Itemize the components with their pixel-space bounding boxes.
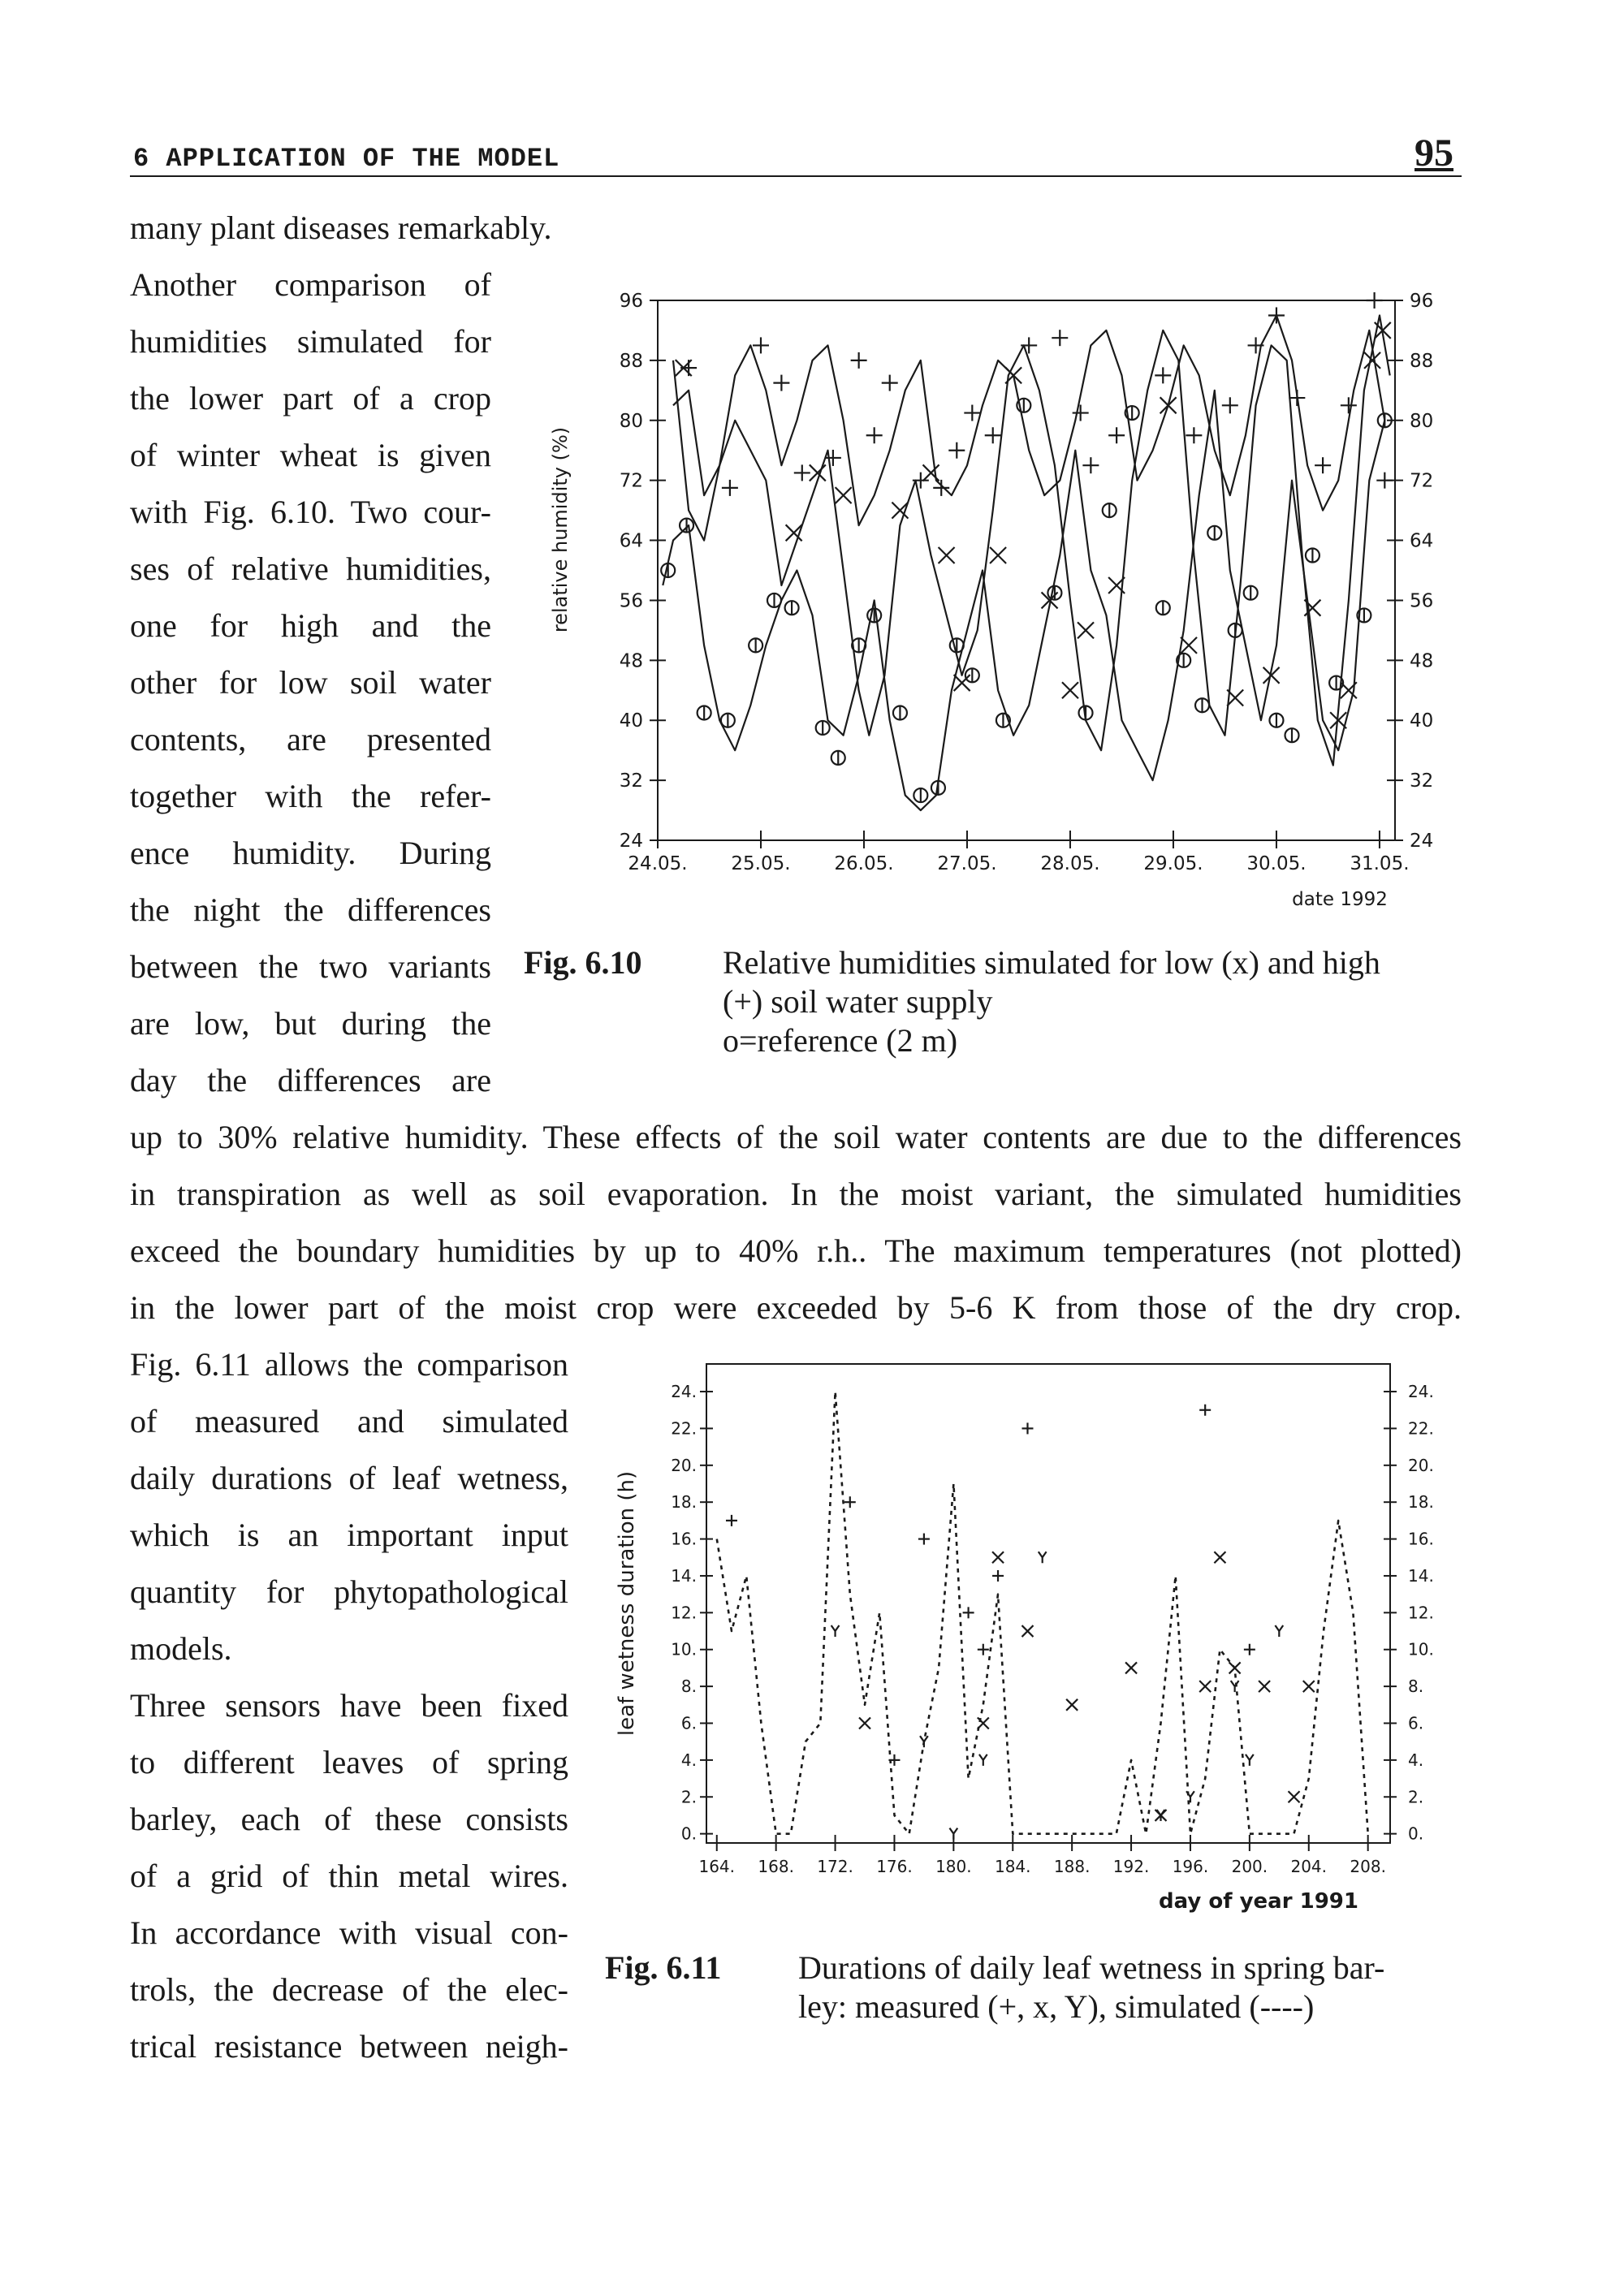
data-point-plus xyxy=(1199,1405,1211,1416)
x-tick-label: 31.05. xyxy=(1350,853,1410,874)
y-tick-label-right: 12. xyxy=(1408,1603,1434,1623)
text-line: between the two variants xyxy=(130,948,491,985)
data-point-plus xyxy=(992,1570,1004,1582)
y-tick-label-right: 22. xyxy=(1408,1418,1434,1439)
y-tick-label-left: 16. xyxy=(671,1529,697,1549)
paragraph-top-line xyxy=(130,200,551,257)
x-tick-label: 28.05. xyxy=(1040,853,1100,874)
y-tick-label-right: 8. xyxy=(1408,1677,1424,1697)
data-point-x xyxy=(1214,1552,1225,1563)
text-line: other for low soil water xyxy=(130,664,491,701)
y-tick-label-right: 24 xyxy=(1410,831,1434,852)
data-point-o xyxy=(931,781,945,795)
data-point-plus xyxy=(773,375,789,391)
y-tick-label-left: 6. xyxy=(680,1713,697,1733)
text-line: barley, each of these consists xyxy=(130,1801,568,1837)
plot-frame xyxy=(706,1364,1390,1843)
data-point-plus xyxy=(948,442,965,459)
data-point-o xyxy=(1047,586,1061,600)
text-line: Another comparison of xyxy=(130,266,491,303)
y-tick-label-right: 24. xyxy=(1408,1382,1434,1402)
text-line: of a grid of thin metal wires. xyxy=(130,1858,568,1894)
data-point-plus xyxy=(1021,1422,1033,1434)
data-point-plus xyxy=(1186,427,1202,443)
data-point-x xyxy=(954,675,970,691)
data-point-x xyxy=(978,1718,989,1729)
data-point-o xyxy=(1285,728,1299,742)
data-point-o xyxy=(1156,601,1170,615)
text-line: up to 30% relative humidity. These effects of the soil water contents are due to the differences xyxy=(130,1119,1462,1155)
data-point-o xyxy=(785,601,799,615)
x-axis-label: date 1992 xyxy=(1292,889,1388,910)
data-point-o xyxy=(950,638,964,652)
data-point-o xyxy=(816,721,830,735)
caption-label: Fig. 6.10 xyxy=(524,944,642,981)
caption-line: Relative humidities simulated for low (x) and high xyxy=(723,944,1380,981)
data-point-plus xyxy=(1155,367,1171,383)
data-point-plus xyxy=(1222,397,1238,413)
data-point-x xyxy=(1062,682,1078,698)
y-tick-label-left: 18. xyxy=(671,1492,697,1513)
text-line: daily durations of leaf wetness, xyxy=(130,1460,568,1496)
data-point-x xyxy=(990,547,1006,563)
data-point-plus xyxy=(1315,457,1331,473)
y-tick-label-right: 56 xyxy=(1410,590,1434,612)
data-point-plus xyxy=(851,352,867,369)
text-line: many plant diseases remarkably. xyxy=(130,209,552,246)
figure-6-11 xyxy=(585,1348,1478,1932)
data-point-y xyxy=(1231,1681,1239,1692)
text-line: which is an important input xyxy=(130,1517,568,1553)
caption-line: ley: measured (+, x, Y), simulated (----) xyxy=(798,1988,1315,2025)
data-point-x xyxy=(1289,1791,1300,1802)
data-point-plus xyxy=(1021,337,1037,353)
data-point-plus xyxy=(985,427,1001,443)
y-tick-label-right: 20. xyxy=(1408,1455,1434,1475)
data-point-x xyxy=(836,487,852,503)
data-point-y xyxy=(1246,1754,1254,1766)
caption-line: o=reference (2 m) xyxy=(723,1022,958,1059)
data-point-o xyxy=(1244,586,1258,600)
y-tick-label-right: 10. xyxy=(1408,1639,1434,1659)
data-point-o xyxy=(914,788,927,802)
y-axis-label: leaf wetness duration (h) xyxy=(615,1470,639,1737)
y-tick-label-left: 88 xyxy=(619,350,643,372)
data-point-plus xyxy=(726,1515,737,1526)
data-point-plus xyxy=(913,473,929,489)
page-number: 95 xyxy=(1415,132,1453,175)
y-tick-label-left: 64 xyxy=(619,530,643,552)
text-line: Three sensors have been fixed xyxy=(130,1687,568,1724)
data-point-y xyxy=(979,1754,987,1766)
data-point-x xyxy=(859,1718,870,1729)
data-point-o xyxy=(867,608,881,622)
text-line: trical resistance between neigh- xyxy=(130,2028,568,2065)
data-point-o xyxy=(965,668,979,682)
data-point-o xyxy=(1195,698,1209,712)
y-tick-label-right: 32 xyxy=(1410,770,1434,792)
data-point-x xyxy=(1199,1681,1211,1692)
x-tick-label: 30.05. xyxy=(1246,853,1307,874)
figure-6-10 xyxy=(520,276,1478,942)
data-point-plus xyxy=(866,427,883,443)
y-tick-label-left: 2. xyxy=(680,1787,697,1807)
x-tick-label: 208. xyxy=(1350,1857,1386,1876)
data-point-o xyxy=(680,519,693,533)
data-point-plus xyxy=(933,480,949,496)
x-tick-label: 196. xyxy=(1172,1857,1209,1876)
y-tick-label-left: 72 xyxy=(619,470,643,492)
x-tick-label: 176. xyxy=(876,1857,913,1876)
data-point-plus xyxy=(918,1534,930,1545)
data-point-o xyxy=(767,593,781,607)
data-point-x xyxy=(1021,1625,1033,1637)
x-tick-label: 24.05. xyxy=(628,853,688,874)
text-line: quantity for phytopathological xyxy=(130,1573,568,1610)
text-line: in the lower part of the moist crop were exceeded by 5-6 K from those of the dry crop. xyxy=(130,1289,1462,1326)
x-tick-label: 188. xyxy=(1053,1857,1091,1876)
x-tick-label: 184. xyxy=(994,1857,1031,1876)
x-tick-label: 29.05. xyxy=(1143,853,1203,874)
data-point-plus xyxy=(1108,427,1125,443)
data-point-plus xyxy=(844,1496,856,1508)
caption-label: Fig. 6.11 xyxy=(605,1949,722,1986)
relative-humidity-chart xyxy=(520,276,1478,942)
wrapped-paragraph-2 xyxy=(130,1336,568,2075)
text-line: of measured and simulated xyxy=(130,1403,568,1439)
x-tick-label: 200. xyxy=(1231,1857,1268,1876)
data-point-plus xyxy=(794,464,810,481)
y-axis-label: relative humidity (%) xyxy=(549,426,572,633)
text-line: of winter wheat is given xyxy=(130,437,491,473)
x-axis-label: day of year 1991 xyxy=(1159,1889,1358,1914)
data-point-plus xyxy=(964,405,980,421)
y-tick-label-left: 24 xyxy=(619,831,643,852)
text-line: are low, but during the xyxy=(130,1005,491,1042)
data-point-plus xyxy=(978,1644,989,1655)
y-tick-label-left: 80 xyxy=(619,410,643,432)
y-tick-label-right: 88 xyxy=(1410,350,1434,372)
text-line: ence humidity. During xyxy=(130,835,491,871)
y-tick-label-right: 40 xyxy=(1410,710,1434,732)
data-point-o xyxy=(1229,624,1242,637)
text-line: day the differences are xyxy=(130,1062,491,1098)
series-line-reference xyxy=(663,391,1384,810)
text-line: exceed the boundary humidities by up to 40% r.h.. The maximum temperatures (not plotted) xyxy=(130,1232,1462,1269)
text-line: one for high and the xyxy=(130,607,491,644)
y-tick-label-left: 24. xyxy=(671,1382,697,1402)
x-tick-label: 172. xyxy=(817,1857,853,1876)
text-line: ses of relative humidities, xyxy=(130,550,491,587)
y-tick-label-left: 12. xyxy=(671,1603,697,1623)
wrapped-paragraph-1 xyxy=(130,257,491,1109)
data-point-plus xyxy=(1289,390,1305,406)
data-point-y xyxy=(920,1736,928,1747)
data-point-plus xyxy=(680,360,697,376)
data-point-o xyxy=(893,706,907,719)
data-point-o xyxy=(1103,503,1116,517)
x-tick-label: 204. xyxy=(1290,1857,1328,1876)
y-tick-label-right: 48 xyxy=(1410,650,1434,672)
y-tick-label-right: 64 xyxy=(1410,530,1434,552)
data-point-o xyxy=(852,638,866,652)
y-tick-label-left: 22. xyxy=(671,1418,697,1439)
data-point-y xyxy=(1275,1625,1283,1637)
y-tick-label-left: 0. xyxy=(680,1823,697,1844)
text-line: models. xyxy=(130,1630,232,1667)
data-point-o xyxy=(831,751,845,765)
x-tick-label: 180. xyxy=(935,1857,972,1876)
data-point-o xyxy=(1079,706,1093,719)
y-tick-label-left: 10. xyxy=(671,1639,697,1659)
data-point-x xyxy=(1229,1662,1241,1673)
series-line-simulated xyxy=(717,1392,1368,1834)
running-header xyxy=(130,130,1462,177)
y-tick-label-right: 80 xyxy=(1410,410,1434,432)
x-tick-label: 168. xyxy=(758,1857,794,1876)
data-point-x xyxy=(1066,1699,1078,1711)
full-width-paragraph xyxy=(130,1109,1462,1336)
y-tick-label-left: 40 xyxy=(619,710,643,732)
data-point-x xyxy=(1125,1662,1137,1673)
data-point-x xyxy=(1259,1681,1270,1692)
y-tick-label-right: 16. xyxy=(1408,1529,1434,1549)
data-point-x xyxy=(939,547,955,563)
data-point-plus xyxy=(753,337,769,353)
y-tick-label-right: 72 xyxy=(1410,470,1434,492)
y-tick-label-right: 18. xyxy=(1408,1492,1434,1513)
text-line: the lower part of a crop xyxy=(130,380,491,416)
data-point-plus xyxy=(1082,457,1099,473)
data-point-x xyxy=(992,1552,1004,1563)
data-point-plus xyxy=(1268,307,1285,323)
data-point-o xyxy=(749,638,762,652)
data-point-o xyxy=(1306,549,1320,563)
data-point-plus xyxy=(1367,292,1383,309)
chapter-title: 6 APPLICATION OF THE MODEL xyxy=(133,144,560,174)
data-point-plus xyxy=(1341,397,1357,413)
data-point-x xyxy=(1078,622,1094,638)
data-point-plus xyxy=(1248,337,1264,353)
x-tick-label: 192. xyxy=(1112,1857,1150,1876)
caption-line: (+) soil water supply xyxy=(723,983,993,1020)
y-tick-label-left: 96 xyxy=(619,291,643,312)
x-tick-label: 25.05. xyxy=(731,853,791,874)
data-point-plus xyxy=(963,1607,974,1618)
text-line: to different leaves of spring xyxy=(130,1744,568,1780)
y-tick-label-left: 20. xyxy=(671,1455,697,1475)
text-line: trols, the decrease of the elec- xyxy=(130,1971,568,2008)
x-tick-label: 164. xyxy=(698,1857,736,1876)
y-tick-label-right: 0. xyxy=(1408,1823,1424,1844)
data-point-plus xyxy=(1052,330,1068,346)
data-point-plus xyxy=(1244,1644,1255,1655)
data-point-y xyxy=(949,1828,957,1840)
caption-line: Durations of daily leaf wetness in spring bar- xyxy=(798,1949,1385,1986)
data-point-o xyxy=(1269,714,1283,727)
data-point-plus xyxy=(888,1754,900,1766)
y-tick-label-left: 14. xyxy=(671,1565,697,1586)
y-tick-label-right: 96 xyxy=(1410,291,1434,312)
y-tick-label-right: 2. xyxy=(1408,1787,1424,1807)
x-tick-label: 26.05. xyxy=(834,853,894,874)
text-line: humidities simulated for xyxy=(130,323,491,360)
data-point-y xyxy=(1039,1552,1047,1563)
text-line: contents, are presented xyxy=(130,721,491,757)
data-point-o xyxy=(698,706,711,719)
text-line: together with the refer- xyxy=(130,778,491,814)
y-tick-label-right: 6. xyxy=(1408,1713,1424,1733)
data-point-x xyxy=(1303,1681,1315,1692)
text-line: In accordance with visual con- xyxy=(130,1914,568,1951)
y-tick-label-left: 48 xyxy=(619,650,643,672)
text-line: in transpiration as well as soil evaporation. In the moist variant, the simulated humidities xyxy=(130,1176,1462,1212)
y-tick-label-left: 8. xyxy=(680,1677,697,1697)
y-tick-label-right: 4. xyxy=(1408,1750,1424,1770)
y-tick-label-right: 14. xyxy=(1408,1565,1434,1586)
y-tick-label-left: 4. xyxy=(680,1750,697,1770)
y-tick-label-left: 32 xyxy=(619,770,643,792)
data-point-o xyxy=(1207,526,1221,540)
data-point-plus xyxy=(1376,473,1393,489)
data-point-plus xyxy=(882,375,898,391)
text-line: the night the differences xyxy=(130,891,491,928)
data-point-o xyxy=(721,714,735,727)
data-point-x xyxy=(1181,637,1197,654)
x-tick-label: 27.05. xyxy=(937,853,997,874)
leaf-wetness-chart xyxy=(585,1348,1478,1932)
plot-frame xyxy=(658,300,1395,840)
data-point-o xyxy=(661,563,675,577)
data-point-plus xyxy=(722,480,738,496)
data-point-y xyxy=(831,1625,840,1637)
y-tick-label-left: 56 xyxy=(619,590,643,612)
text-line: with Fig. 6.10. Two cour- xyxy=(130,494,491,530)
text-line: Fig. 6.11 allows the comparison xyxy=(130,1346,568,1383)
